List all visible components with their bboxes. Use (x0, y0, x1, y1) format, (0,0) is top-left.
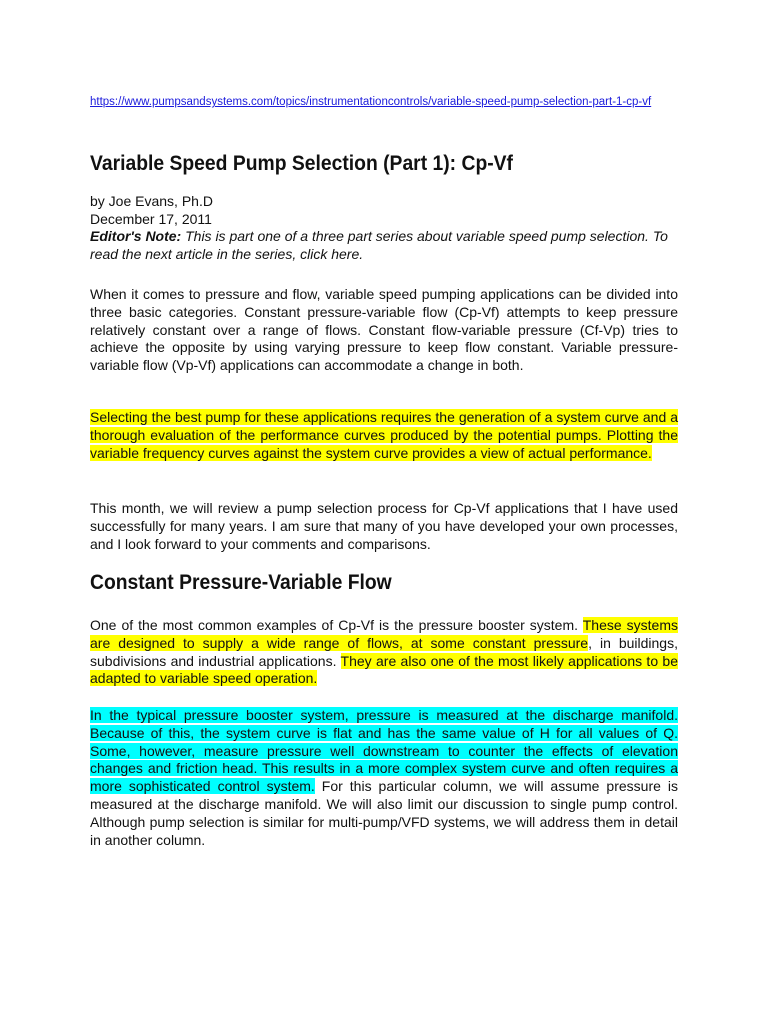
highlight-applications: They are also one of the most likely applications to be adapted to variable speed operation. (90, 652, 679, 687)
cp-vf-text-2: , in buildings, subdivisions and industrial applications. (90, 634, 678, 669)
paragraph-month-review: This month, we will review a pump selection process for Cp-Vf applications that I have used successfully for many years. I am sure that many of you have developed your own processes, and I look forward to your comments and comparisons. (90, 500, 678, 552)
article-meta (90, 193, 678, 263)
source-url-link[interactable]: https://www.pumpsandsystems.com/topics/instrumentationcontrols/variable-speed-pump-selection-part-1-cp-vf (90, 96, 652, 108)
paragraph-selection (90, 409, 678, 462)
section-heading: Constant Pressure-Variable Flow (90, 571, 392, 594)
cp-vf-text-1: One of the most common examples of Cp-Vf is the pressure booster system. (90, 617, 583, 633)
paragraph-intro: When it comes to pressure and flow, variable speed pumping applications can be divided into three basic categories. Constant pressure-variable flow (Cp-Vf) attempts to keep pressure relatively constant over a range of flows. Constant flow-variable pressure (Cf-Vp) tries to achieve the opposite by using varying pressure to keep flow constant. Variable pressure-variable flow (Vp-Vf) applications can accommodate a change in both. (90, 286, 678, 374)
editors-note-text: This is part one of a three part series about variable speed pump selection. To read the next article in the series, click here. (90, 228, 668, 262)
highlight-booster: In the typical pressure booster system, pressure is measured at the discharge manifold. Because of this, the system curve is flat and has the same value of H for all values of Q. Some, however, measure pressure well downstream to counter the effects of elevation changes and friction head. This results in a more complex system curve and often requires a more sophisticated control system. (90, 707, 678, 795)
publish-date: December 17, 2011 (90, 210, 212, 227)
paragraph-cp-vf (90, 617, 678, 688)
highlight-systems: These systems are designed to supply a wide range of flows, at some constant pressure (90, 617, 679, 651)
article-title: Variable Speed Pump Selection (Part 1): Cp-Vf (90, 152, 513, 175)
byline: by Joe Evans, Ph.D (90, 193, 213, 209)
booster-text: For this particular column, we will assume pressure is measured at the discharge manifold. We will also limit our discussion to single pump control. Although pump selection is similar for multi-pump/VFD systems, we will address them in detail in another column. (90, 778, 678, 848)
paragraph-booster (90, 707, 678, 849)
highlight-selection: Selecting the best pump for these applications requires the generation of a system curve and a thorough evaluation of the performance curves produced by the potential pumps. Plotting the variable frequency curves against the system curve provides a view of actual performance. (90, 409, 678, 461)
editors-note-label: Editor's Note: (90, 228, 182, 244)
editors-note (90, 228, 678, 263)
